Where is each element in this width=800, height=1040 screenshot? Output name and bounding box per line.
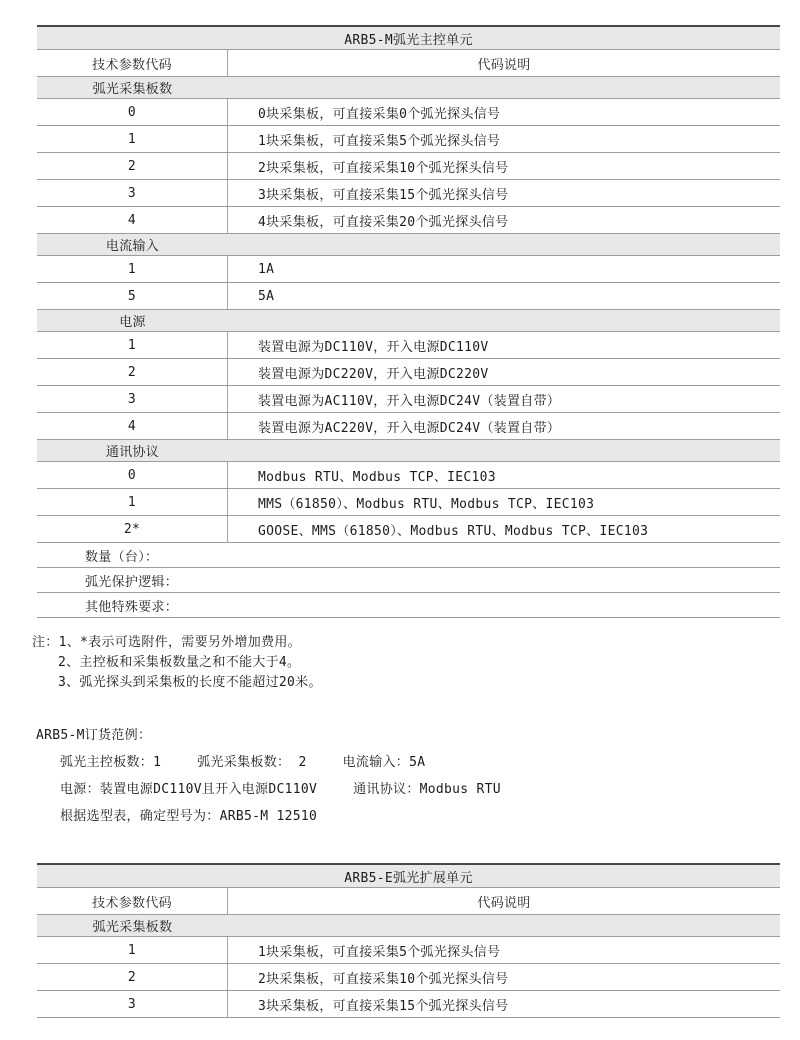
param-code-cell: 4: [37, 413, 228, 439]
param-code-cell: 弧光采集板数: [92, 920, 173, 935]
code-description-cell: 装置电源为AC220V，开入电源DC24V（装置自带）: [258, 420, 561, 436]
code-description-cell: 3块采集板，可直接采集15个弧光探头信号: [258, 998, 509, 1014]
param-code-cell: 技术参数代码: [37, 50, 228, 76]
notes-section: [32, 633, 322, 693]
table-row: [37, 937, 780, 964]
example-main-board-count: 弧光主控板数：1: [60, 755, 162, 770]
param-code-cell: 4: [37, 207, 228, 233]
table-row: [37, 77, 780, 99]
example-model-number: 根据选型表，确定型号为：ARB5-M 12510: [60, 809, 318, 824]
table-row: [37, 413, 780, 440]
table-row: [37, 332, 780, 359]
param-code-cell: 1: [37, 126, 228, 152]
example-current-input: 电流输入：5A: [342, 755, 426, 770]
param-code-cell: 0: [37, 462, 228, 488]
ordering-example-line: [36, 749, 501, 776]
table-row: [37, 489, 780, 516]
example-power-supply: 电源：装置电源DC110V且开入电源DC110V: [60, 782, 318, 797]
table-row: [37, 234, 780, 256]
code-description-cell: 弧光保护逻辑：: [85, 574, 179, 590]
code-description-cell: 2块采集板，可直接采集10个弧光探头信号: [258, 971, 509, 987]
param-code-cell: 1: [37, 489, 228, 515]
code-description-cell: 1块采集板，可直接采集5个弧光探头信号: [258, 133, 501, 149]
table-row: [37, 865, 780, 888]
table-row: [37, 153, 780, 180]
ordering-example-line: [36, 776, 501, 803]
param-code-cell: 3: [37, 991, 228, 1017]
code-description-cell: 装置电源为AC110V，开入电源DC24V（装置自带）: [258, 393, 561, 409]
code-description-cell: 1A: [258, 261, 275, 277]
code-description-cell: ARB5-E弧光扩展单元: [344, 870, 473, 886]
param-code-cell: 弧光采集板数: [92, 82, 173, 97]
table-row: [37, 50, 780, 77]
param-code-cell: 2: [37, 153, 228, 179]
code-description-cell: 代码说明: [477, 895, 531, 911]
table-row: [37, 256, 780, 283]
table-row: [37, 440, 780, 462]
code-description-cell: MMS（61850）、Modbus RTU、Modbus TCP、IEC103: [258, 496, 595, 512]
code-description-cell: 装置电源为DC110V，开入电源DC110V: [258, 339, 489, 355]
table-row: [37, 359, 780, 386]
param-code-cell: 0: [37, 99, 228, 125]
param-code-cell: 电流输入: [105, 239, 160, 254]
arb5e-selection-table: [37, 863, 780, 1018]
arb5m-selection-table: [37, 25, 780, 618]
table-row: [37, 543, 780, 568]
code-description-cell: 代码说明: [477, 57, 531, 73]
param-code-cell: 1: [37, 937, 228, 963]
param-code-cell: 3: [37, 386, 228, 412]
code-description-cell: ARB5-M弧光主控单元: [344, 32, 473, 48]
table-row: [37, 27, 780, 50]
table-row: [37, 593, 780, 618]
ordering-example-title: ARB5-M订货范例：: [36, 728, 152, 743]
note-line: 2、主控板和采集板数量之和不能大于4。: [58, 655, 301, 670]
param-code-cell: 3: [37, 180, 228, 206]
note-text: 1、*表示可选附件，需要另外增加费用。: [58, 635, 301, 650]
table-row: [37, 207, 780, 234]
table-row: [37, 888, 780, 915]
param-code-cell: 2: [37, 359, 228, 385]
param-code-cell: 5: [37, 283, 228, 309]
note-line: 3、弧光探头到采集板的长度不能超过20米。: [58, 675, 322, 690]
code-description-cell: 2块采集板，可直接采集10个弧光探头信号: [258, 160, 509, 176]
table-row: [37, 99, 780, 126]
notes-label: 注：: [32, 635, 59, 650]
table-row: [37, 991, 780, 1018]
code-description-cell: 0块采集板，可直接采集0个弧光探头信号: [258, 106, 501, 122]
table-row: [37, 462, 780, 489]
code-description-cell: 1块采集板，可直接采集5个弧光探头信号: [258, 944, 501, 960]
param-code-cell: 1: [37, 332, 228, 358]
note-line: [32, 633, 322, 653]
table-row: [37, 964, 780, 991]
code-description-cell: 数量（台）：: [85, 549, 159, 565]
code-description-cell: 3块采集板，可直接采集15个弧光探头信号: [258, 187, 509, 203]
table-row: [37, 283, 780, 310]
param-code-cell: 2*: [37, 516, 228, 542]
table-row: [37, 915, 780, 937]
param-code-cell: 1: [37, 256, 228, 282]
table-row: [37, 516, 780, 543]
table-row: [37, 126, 780, 153]
ordering-example-section: [36, 722, 501, 830]
table-row: [37, 568, 780, 593]
param-code-cell: 电源: [119, 315, 146, 330]
table-row: [37, 180, 780, 207]
code-description-cell: Modbus RTU、Modbus TCP、IEC103: [258, 469, 496, 485]
table-row: [37, 310, 780, 332]
param-code-cell: 通讯协议: [105, 445, 160, 460]
param-code-cell: 技术参数代码: [37, 888, 228, 914]
param-code-cell: 2: [37, 964, 228, 990]
code-description-cell: 装置电源为DC220V，开入电源DC220V: [258, 366, 489, 382]
code-description-cell: 4块采集板，可直接采集20个弧光探头信号: [258, 214, 509, 230]
example-protocol: 通讯协议：Modbus RTU: [353, 782, 501, 797]
code-description-cell: 5A: [258, 288, 275, 304]
code-description-cell: GOOSE、MMS（61850）、Modbus RTU、Modbus TCP、IEC103: [258, 523, 649, 539]
table-row: [37, 386, 780, 413]
code-description-cell: 其他特殊要求：: [85, 599, 179, 615]
ordering-example-result: [36, 803, 501, 830]
example-collect-board-count: 弧光采集板数： 2: [197, 755, 307, 770]
